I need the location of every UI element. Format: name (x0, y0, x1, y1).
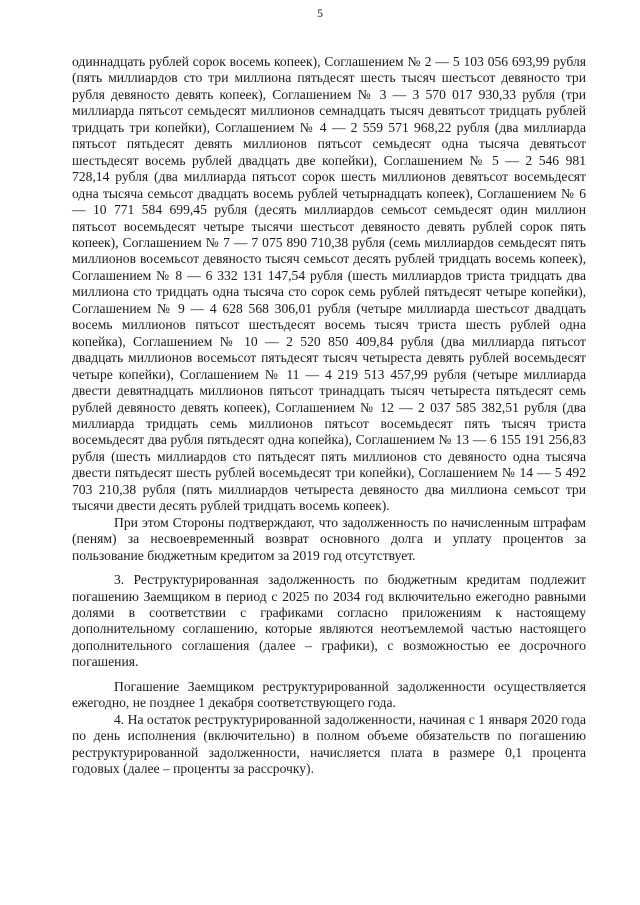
page-number: 5 (317, 6, 323, 20)
paragraph-no-penalties: При этом Стороны подтверждают, что задолженность по начисленным штрафам (пеням) за несвоевременный возврат основного долга и уплату процентов за пользование бюджетным кредитом за 2019 год отсутствует. (72, 514, 586, 563)
paragraph-repayment-deadline: Погашение Заемщиком реструктурированной задолженности осуществляется ежегодно, не позднее 1 декабря соответствующего года. (72, 678, 586, 711)
document-body (72, 54, 586, 777)
paragraph-agreements-list: одиннадцать рублей сорок восемь копеек), Соглашением № 2 — 5 103 056 693,99 рубля (пять миллиардов сто три миллиона пятьдесят шесть тысяч шестьсот девяносто три рубля девяносто девять копеек), Соглашением № 3 — 3 570 017 930,33 рубля (три миллиарда пятьсот семьдесят миллионов семнадцать тысяч девятьсот тридцать рублей тридцать три копейки), Соглашением № 4 — 2 559 571 968,22 рубля (два миллиарда пятьсот пятьдесят девять миллионов пятьсот семьдесят одна тысяча девятьсот шестьдесят восемь рублей двадцать две копейки), Соглашением № 5 — 2 546 981 728,14 рубля (два миллиарда пятьсот сорок шесть миллионов девятьсот восемьдесят одна тысяча семьсот двадцать восемь рублей четырнадцать копеек), Соглашением № 6 — 10 771 584 699,45 рубля (десять миллиардов семьсот семьдесят один миллион пятьсот восемьдесят четыре тысячи шестьсот девяносто девять рублей сорок пять копеек), Соглашением № 7 — 7 075 890 710,38 рубля (семь миллиардов семьдесят пять миллионов восемьсот девяносто тысяч семьсот десять рублей тридцать восемь копеек), Соглашением № 8 — 6 332 131 147,54 рубля (шесть миллиардов триста тридцать два миллиона сто тридцать одна тысяча сто сорок семь рублей пятьдесят четыре копейки), Соглашением № 9 — 4 628 568 306,01 рубля (четыре миллиарда шестьсот двадцать восемь миллионов пятьсот шестьдесят восемь тысяч триста шесть рублей одна копейка), Соглашением № 10 — 2 520 850 409,84 рубля (два миллиарда пятьсот двадцать миллионов восемьсот пятьдесят тысяч четыреста девять рублей восемьдесят четыре копейки), Соглашением № 11 — 4 219 513 457,99 рубля (четыре миллиарда двести девятнадцать миллионов пятьсот тринадцать тысяч четыреста пятьдесят семь рублей девяносто девять копеек), Соглашением № 12 — 2 037 585 382,51 рубля (два миллиарда тридцать семь миллионов пятьсот восемьдесят пять тысяч триста восемьдесят два рубля пятьдесят одна копейка), Соглашением № 13 — 6 155 191 256,83 рубля (шесть миллиардов сто пятьдесят пять миллионов сто девяносто одна тысяча двести пятьдесят шесть рублей восемьдесят три копейки), Соглашением № 14 — 5 492 703 210,38 рубля (пять миллиардов четыреста девяносто два миллиона семьсот три тысячи двести десять рублей тридцать восемь копеек). (72, 54, 586, 514)
paragraph-clause-4: 4. На остаток реструктурированной задолженности, начиная с 1 января 2020 года по день исполнения (включительно) в полном объеме обязательств по погашению реструктурированной задолженности, начисляется плата в размере 0,1 процента годовых (далее – проценты за рассрочку). (72, 711, 586, 777)
paragraph-clause-3: 3. Реструктурированная задолженность по бюджетным кредитам подлежит погашению Заемщиком в период с 2025 по 2034 год включительно ежегодно равными долями в соответствии с графиками согласно приложениям к настоящему дополнительному соглашению, которые являются неотъемлемой частью настоящего дополнительного соглашения (далее – графики), с возможностью ее досрочного погашения. (72, 572, 586, 670)
